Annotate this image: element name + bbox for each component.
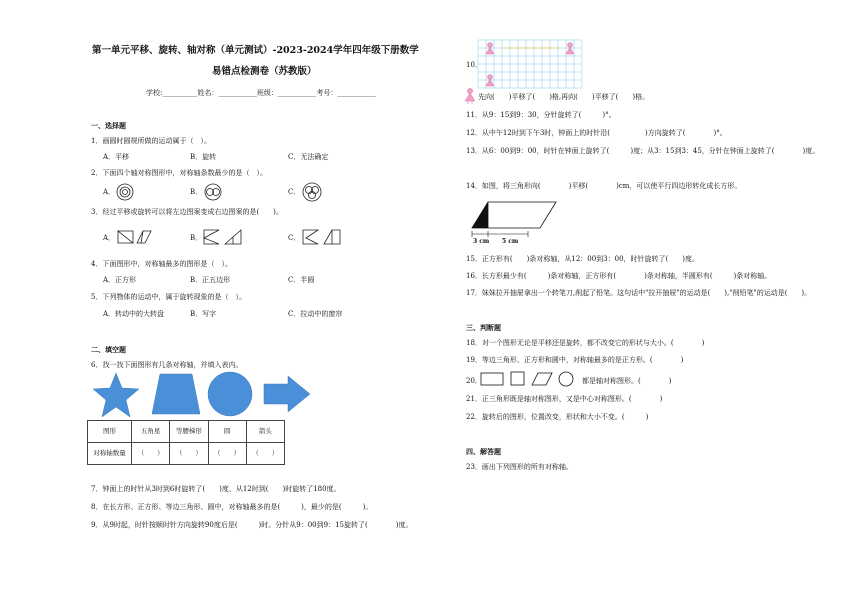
question-18: 18．对一个图形无论是平移还是旋转，都不改变它的形状与大小。( ) — [466, 339, 705, 347]
question-19: 19．等边三角形、正方形和圆中，对称轴最多的是正方形。( ) — [466, 356, 684, 364]
question-12: 12．从中午12时到下午3时，钟面上的时针沿( )方向旋转了( )°。 — [466, 129, 727, 137]
question-5: 5．下列物体的运动中，属于旋转现象的是（ ）。 — [91, 293, 246, 301]
q4-option-b: B．正五边形 — [190, 276, 231, 284]
question-1: 1．画圆时圆规所做的运动属于（ ）。 — [91, 137, 211, 145]
symmetry-table — [87, 420, 285, 465]
q14-label-3cm: 3 cm — [473, 238, 490, 245]
question-10-number: 10． — [466, 61, 482, 69]
table-answer-cell: （ ） — [246, 443, 284, 465]
q1-option-b: B．旋转 — [190, 153, 217, 161]
question-22: 22．旋转后的图形，位置改变，形状和大小不变。( ) — [466, 413, 649, 421]
q3-option-b: B． — [190, 234, 203, 242]
section-heading-choice: 一、选择题 — [91, 121, 126, 130]
q2-figure-b — [203, 183, 223, 201]
table-header-cell: 圆 — [208, 421, 246, 443]
q2-option-c: C． — [288, 188, 301, 196]
q5-option-c: C．拉动中的窗帘 — [288, 310, 343, 318]
q5-option-a: A．转动中的大转盘 — [103, 310, 165, 318]
question-7: 7．钟面上的时针从3时到6时旋转了( )度，从12时到( )时旋转了180度。 — [91, 485, 341, 493]
q2-figure-a — [116, 183, 134, 201]
circle-shape — [208, 372, 252, 416]
student-info-line: 学校:__________姓名：___________班级：___________考号：___________ — [146, 89, 376, 97]
page-title-line2: 易错点检测卷（苏教版） — [212, 66, 317, 77]
q4-option-a: A．正方形 — [103, 276, 137, 284]
q3-figure-b — [203, 228, 243, 246]
table-header-cell: 等腰梯形 — [170, 421, 208, 443]
star-shape — [93, 373, 139, 417]
question-2: 2．下面四个轴对称图形中，对称轴条数最少的是（ ）。 — [91, 169, 267, 177]
question-23: 23．画出下列图形的所有对称轴。 — [466, 463, 573, 471]
section-heading-judge: 三、判断题 — [466, 323, 501, 332]
q3-option-a: A． — [103, 234, 116, 242]
question-4: 4．下面图形中，对称轴最多的图形是（ ）。 — [91, 260, 232, 268]
q3-option-c: C． — [288, 234, 301, 242]
table-answer-cell: （ ） — [132, 443, 170, 465]
question-15: 15．正方形有( )条对称轴，从12：00到3：00，时针旋转了( )度。 — [466, 255, 700, 263]
q3-figure-a — [117, 229, 153, 245]
table-header-cell: 五角星 — [132, 421, 170, 443]
q14-label-5cm: 5 cm — [502, 238, 519, 245]
q2-option-b: B． — [190, 188, 203, 196]
section-heading-fill: 二、填空题 — [91, 345, 126, 354]
q4-option-c: C．半圆 — [288, 276, 315, 284]
question-16: 16．长方形最少有( )条对称轴，正方形有( )条对称轴，半圆形有( )条对称轴。 — [466, 272, 772, 280]
q5-option-b: B．写字 — [190, 310, 217, 318]
q2-option-a: A． — [103, 188, 116, 196]
table-answer-cell: （ ） — [208, 443, 246, 465]
trapezoid-shape — [152, 374, 200, 414]
q6-shapes — [88, 372, 318, 418]
table-header-cell: 图形 — [88, 421, 132, 443]
question-20-number: 20． — [466, 377, 482, 385]
question-13: 13．从6：00到9：00，时针在钟面上旋转了( )度；从3：15到3：45，分针在钟面上旋转了( )度。 — [466, 147, 820, 155]
question-3: 3．经过平移或旋转可以将左边图案变成右边图案的是( )。 — [91, 208, 283, 216]
question-21: 21．正三角形既是轴对称图形，又是中心对称图形。( ) — [466, 395, 663, 403]
question-6: 6．找一找下面图形有几条对称轴，并填入表内。 — [91, 361, 243, 369]
q2-figure-c — [302, 182, 322, 202]
page-title-line1: 第一单元平移、旋转、轴对称（单元测试）-2023-2024学年四年级下册数学 — [92, 45, 419, 56]
question-10: 先向( )平移了( )格,再向( )平移了( )格。 — [478, 93, 650, 101]
q20-shapes — [480, 370, 582, 388]
question-17: 17．妹妹拉开抽屉拿出一个转笔刀,削起了铅笔。这句话中"拉开抽屉"的运动是( ),"削铅笔"的运动是( )。 — [466, 289, 812, 297]
question-20: 都是轴对称图形。( ) — [582, 377, 672, 385]
q10-grid-figure — [478, 40, 584, 90]
arrow-shape — [264, 376, 310, 412]
table-answer-cell: （ ） — [170, 443, 208, 465]
girl-figure-icon — [464, 88, 476, 104]
question-14: 14．如图，将三角形向( )平移( )cm，可以使平行四边形转化成长方形。 — [466, 182, 742, 190]
q1-option-a: A．平移 — [103, 153, 130, 161]
section-heading-answer: 四、解答题 — [466, 447, 501, 456]
question-9: 9．从9时起，时针按顺时针方向旋转90度后是( )时。分针从9：00到9：15旋转了( )度。 — [91, 521, 413, 529]
table-row-label: 对称轴数量 — [88, 443, 132, 465]
question-8: 8．在长方形、正方形、等边三角形、圆中，对称轴最多的是( )，最少的是( )。 — [91, 503, 373, 511]
table-header-cell: 箭头 — [246, 421, 284, 443]
question-11: 11．从9：15到9：30，分针旋转了( )°。 — [466, 111, 616, 119]
q1-option-c: C．无法确定 — [288, 153, 329, 161]
q3-figure-c — [302, 228, 342, 246]
